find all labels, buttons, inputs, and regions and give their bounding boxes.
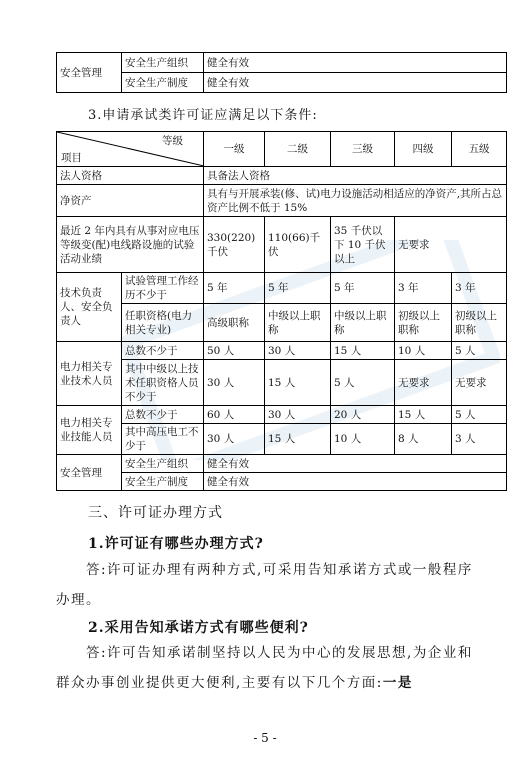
level-2-header: 二级 (265, 132, 331, 167)
level-5-cell: 5 人 (452, 406, 507, 424)
sub-label: 其中中级以上技术任职资格人员不少于 (122, 360, 204, 406)
level-3-header: 三级 (331, 132, 395, 167)
level-1-cell: 5 年 (204, 273, 265, 304)
level-4-cell: 8 人 (395, 424, 452, 455)
table-row (57, 304, 507, 342)
level-3-cell: 15 人 (331, 342, 395, 360)
level-2-cell: 5 年 (265, 273, 331, 304)
section-heading: 3.申请承试类许可证应满足以下条件: (88, 108, 318, 123)
question-2: 2.采用告知承诺方式有哪些便利? (88, 620, 309, 636)
level-5-header: 五级 (452, 132, 507, 167)
sub-label: 总数不少于 (122, 406, 204, 424)
level-4-cell: 初级以上职称 (395, 304, 452, 342)
sub-label: 安全生产制度 (122, 473, 204, 491)
category-cell: 电力相关专业技术人员 (57, 342, 122, 406)
sub-label: 总数不少于 (122, 342, 204, 360)
level-4-cell: 无要求 (395, 360, 452, 406)
table-row (57, 53, 507, 73)
level-1-cell: 330(220)千伏 (204, 217, 265, 273)
answer-1: 答:许可证办理有两种方式,可采用告知承诺方式或一般程序办理。 (56, 562, 473, 608)
level-3-cell: 5 人 (331, 360, 395, 406)
table-row (57, 342, 507, 360)
table-row (57, 217, 507, 273)
level-5-cell: 3 人 (452, 424, 507, 455)
level-4-header: 四级 (395, 132, 452, 167)
level-2-cell: 中级以上职称 (265, 304, 331, 342)
table-row (57, 424, 507, 455)
sub-label: 其中高压电工不少于 (122, 424, 204, 455)
level-5-cell: 3 年 (452, 273, 507, 304)
level-2-cell: 110(66)千伏 (265, 217, 331, 273)
level-4-cell: 10 人 (395, 342, 452, 360)
level-2-cell: 30 人 (265, 342, 331, 360)
item-header: 项目 (61, 152, 82, 164)
table-row (57, 360, 507, 406)
requirements-table (56, 131, 507, 491)
level-1-cell: 50 人 (204, 342, 265, 360)
level-4-cell: 15 人 (395, 406, 452, 424)
item-cell: 安全生产组织 (122, 53, 204, 73)
table-row (57, 185, 507, 217)
level-1-header: 一级 (204, 132, 265, 167)
row-label: 法人资格 (57, 167, 204, 185)
level-1-cell: 30 人 (204, 424, 265, 455)
level-3-cell: 中级以上职称 (331, 304, 395, 342)
level-header: 等级 (162, 135, 183, 147)
row-label: 最近 2 年内具有从事对应电压等级变(配)电线路设施的试验活动业绩 (57, 217, 204, 273)
table-row (57, 455, 507, 473)
page-number: - 5 - (253, 731, 277, 745)
diagonal-header-cell (57, 132, 204, 167)
row-label: 净资产 (57, 185, 204, 217)
category-cell: 电力相关专业技能人员 (57, 406, 122, 455)
safety-management-table-top (56, 52, 507, 93)
row-value: 具备法人资格 (204, 167, 507, 185)
table-row (57, 273, 507, 304)
table-row (57, 473, 507, 491)
level-5-cell: 5 人 (452, 342, 507, 360)
level-3-cell: 10 人 (331, 424, 395, 455)
level-1-cell: 60 人 (204, 406, 265, 424)
answer-2 (56, 638, 476, 698)
category-cell: 安全管理 (57, 53, 122, 93)
header-row (57, 132, 507, 167)
row-value: 健全有效 (204, 455, 507, 473)
value-cell: 健全有效 (204, 73, 507, 93)
question-1: 1.许可证有哪些办理方式? (88, 536, 264, 552)
level-1-cell: 高级职称 (204, 304, 265, 342)
level-3-cell: 20 人 (331, 406, 395, 424)
level-1-cell: 30 人 (204, 360, 265, 406)
row-value: 具有与开展承装(修、试)电力设施活动相适应的净资产,其所占总资产比例不低于 15% (204, 185, 507, 217)
answer-2-bold: 一是 (382, 675, 413, 691)
level-5-cell: 无要求 (452, 360, 507, 406)
sub-label: 安全生产组织 (122, 455, 204, 473)
table-row (57, 406, 507, 424)
level-3-cell: 5 年 (331, 273, 395, 304)
level-2-cell: 15 人 (265, 360, 331, 406)
level-4-5-cell: 无要求 (395, 217, 507, 273)
sub-label: 试验管理工作经历不少于 (122, 273, 204, 304)
category-cell: 安全管理 (57, 455, 122, 491)
category-cell: 技术负责人、安全负责人 (57, 273, 122, 342)
table-row (57, 167, 507, 185)
level-4-cell: 3 年 (395, 273, 452, 304)
item-cell: 安全生产制度 (122, 73, 204, 93)
level-2-cell: 30 人 (265, 406, 331, 424)
answer-2-text: 答:许可告知承诺制坚持以人民为中心的发展思想,为企业和群众办事创业提供更大便利,主要有以下几个方面: (56, 645, 473, 691)
row-value: 健全有效 (204, 473, 507, 491)
level-5-cell: 初级以上职称 (452, 304, 507, 342)
level-3-cell: 35 千伏以下 10 千伏以上 (331, 217, 395, 273)
value-cell: 健全有效 (204, 53, 507, 73)
sub-label: 任职资格(电力相关专业) (122, 304, 204, 342)
table-row (57, 73, 507, 93)
level-2-cell: 15 人 (265, 424, 331, 455)
section-title: 三、许可证办理方式 (88, 505, 223, 521)
